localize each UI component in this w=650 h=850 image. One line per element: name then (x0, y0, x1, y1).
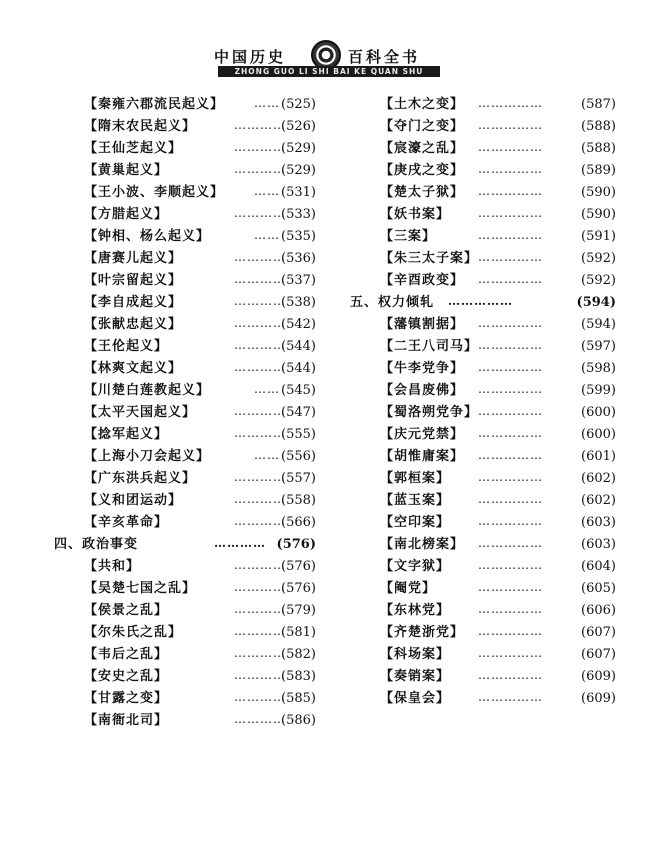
toc-entry-title: 【甘露之变】 (84, 691, 169, 706)
toc-entry (380, 644, 616, 666)
toc-leader-dots: …………… (478, 272, 543, 286)
toc-section-heading (350, 292, 616, 314)
toc-leader-dots: …………… (478, 448, 543, 462)
toc-page-number: (594) (581, 317, 616, 332)
toc-entry (84, 182, 316, 204)
toc-entry-title: 【三案】 (380, 229, 437, 244)
toc-leader-dots: ………… (234, 338, 286, 352)
toc-leader-dots: ………… (234, 404, 286, 418)
toc-entry (380, 358, 616, 380)
toc-entry-title: 【义和团运动】 (84, 493, 183, 508)
toc-entry (380, 182, 616, 204)
toc-page-number: (602) (581, 493, 616, 508)
toc-leader-dots: …… (254, 96, 280, 110)
toc-entry (380, 160, 616, 182)
toc-left-column (54, 94, 316, 732)
toc-leader-dots: ………… (234, 558, 286, 572)
toc-entry-title: 【科场案】 (380, 647, 451, 662)
toc-leader-dots: …………… (478, 602, 543, 616)
toc-page-number: (537) (281, 273, 316, 288)
toc-entry (380, 490, 616, 512)
toc-leader-dots: …………… (478, 228, 543, 242)
toc-entry (380, 94, 616, 116)
toc-entry (380, 446, 616, 468)
toc-page-number: (566) (281, 515, 316, 530)
toc-entry (84, 666, 316, 688)
toc-leader-dots: …………… (478, 162, 543, 176)
toc-page-number: (526) (281, 119, 316, 134)
toc-leader-dots: ………… (214, 536, 266, 550)
toc-entry (84, 138, 316, 160)
toc-entry (84, 226, 316, 248)
toc-leader-dots: …………… (478, 668, 543, 682)
toc-entry-title: 【叶宗留起义】 (84, 273, 183, 288)
toc-entry (380, 666, 616, 688)
toc-leader-dots: ………… (234, 624, 286, 638)
toc-page-number: (581) (281, 625, 316, 640)
toc-entry (380, 556, 616, 578)
toc-entry-title: 【吴楚七国之乱】 (84, 581, 197, 596)
toc-leader-dots: ………… (234, 668, 286, 682)
toc-entry-title: 【保皇会】 (380, 691, 451, 706)
toc-entry (84, 424, 316, 446)
toc-entry-title: 【黄巢起义】 (84, 163, 169, 178)
toc-entry-title: 【二王八司马】 (380, 339, 479, 354)
toc-entry-title: 【方腊起义】 (84, 207, 169, 222)
toc-page-number: (591) (581, 229, 616, 244)
toc-entry (84, 512, 316, 534)
toc-entry (84, 600, 316, 622)
toc-page-number: (600) (581, 405, 616, 420)
toc-entry-title: 【南北榜案】 (380, 537, 465, 552)
toc-entry-title: 【张献忠起义】 (84, 317, 183, 332)
toc-entry (380, 688, 616, 710)
toc-entry (84, 644, 316, 666)
toc-leader-dots: …………… (478, 360, 543, 374)
toc-page-number: (579) (281, 603, 316, 618)
toc-leader-dots: …………… (478, 96, 543, 110)
toc-entry (380, 248, 616, 270)
toc-entry-title: 【宸濠之乱】 (380, 141, 465, 156)
toc-entry-title: 【林爽文起义】 (84, 361, 183, 376)
toc-leader-dots: …………… (478, 690, 543, 704)
toc-page-number: (535) (281, 229, 316, 244)
toc-page-number: (588) (581, 119, 616, 134)
toc-page-number: (544) (281, 339, 316, 354)
toc-page-number: (592) (581, 251, 616, 266)
toc-page-number: (598) (581, 361, 616, 376)
toc-entry (380, 402, 616, 424)
toc-page-number: (604) (581, 559, 616, 574)
toc-leader-dots: …… (254, 184, 280, 198)
toc-page-number: (533) (281, 207, 316, 222)
toc-leader-dots: ………… (234, 294, 286, 308)
toc-entry-title: 【王仙芝起义】 (84, 141, 183, 156)
toc-page-number: (555) (281, 427, 316, 442)
toc-page-number: (588) (581, 141, 616, 156)
toc-entry-title: 【阉党】 (380, 581, 437, 596)
toc-entry-title: 【奏销案】 (380, 669, 451, 684)
pinyin-band: ZHONG GUO LI SHI BAI KE QUAN SHU (218, 66, 440, 77)
toc-leader-dots: ………… (234, 250, 286, 264)
toc-entry (380, 600, 616, 622)
toc-entry-title: 【朱三太子案】 (380, 251, 479, 266)
toc-entry-title: 四、政治事变 (54, 537, 139, 552)
toc-entry-title: 【郭桓案】 (380, 471, 451, 486)
toc-leader-dots: …………… (478, 316, 543, 330)
toc-leader-dots: ………… (234, 646, 286, 660)
toc-page-number: (585) (281, 691, 316, 706)
toc-leader-dots: …………… (478, 184, 543, 198)
toc-entry (380, 534, 616, 556)
toc-page-number: (586) (281, 713, 316, 728)
toc-entry (84, 160, 316, 182)
toc-leader-dots: ………… (234, 492, 286, 506)
toc-leader-dots: ………… (234, 712, 286, 726)
toc-page-number: (606) (581, 603, 616, 618)
toc-page-number: (536) (281, 251, 316, 266)
toc-entry (380, 578, 616, 600)
toc-entry-title: 【王小波、李顺起义】 (84, 185, 225, 200)
toc-leader-dots: …………… (478, 140, 543, 154)
toc-leader-dots: …………… (478, 514, 543, 528)
toc-leader-dots: ………… (234, 514, 286, 528)
toc-leader-dots: …………… (478, 492, 543, 506)
book-title-right: 百科全书 (348, 48, 421, 66)
toc-entry-title: 【钟相、杨么起义】 (84, 229, 211, 244)
toc-leader-dots: ………… (234, 470, 286, 484)
toc-entry-title: 【夺门之变】 (380, 119, 465, 134)
toc-entry (380, 138, 616, 160)
toc-page-number: (592) (581, 273, 616, 288)
toc-entry-title: 【牛李党争】 (380, 361, 465, 376)
toc-entry-title: 【齐楚浙党】 (380, 625, 465, 640)
toc-page-number: (576) (281, 581, 316, 596)
toc-entry (380, 380, 616, 402)
toc-page-number: (582) (281, 647, 316, 662)
toc-entry (380, 622, 616, 644)
toc-entry (380, 116, 616, 138)
toc-entry-title: 【胡惟庸案】 (380, 449, 465, 464)
toc-entry (380, 512, 616, 534)
toc-entry-title: 【隋末农民起义】 (84, 119, 197, 134)
toc-leader-dots: ………… (234, 690, 286, 704)
toc-entry (84, 314, 316, 336)
toc-page-number: (538) (281, 295, 316, 310)
toc-entry-title: 【秦雍六郡流民起义】 (84, 97, 225, 112)
toc-entry-title: 【安史之乱】 (84, 669, 169, 684)
toc-entry (84, 710, 316, 732)
toc-entry-title: 【文字狱】 (380, 559, 451, 574)
toc-entry-title: 【李自成起义】 (84, 295, 183, 310)
toc-page-number: (558) (281, 493, 316, 508)
toc-entry (380, 226, 616, 248)
toc-page-number: (576) (276, 537, 316, 552)
toc-leader-dots: …………… (478, 470, 543, 484)
toc-leader-dots: …………… (478, 646, 543, 660)
toc-leader-dots: …… (254, 382, 280, 396)
toc-entry-title: 【蜀洛朔党争】 (380, 405, 479, 420)
toc-leader-dots: ………… (234, 206, 286, 220)
toc-entry-title: 【广东洪兵起义】 (84, 471, 197, 486)
toc-leader-dots: …… (254, 228, 280, 242)
toc-entry-title: 【土木之变】 (380, 97, 465, 112)
toc-leader-dots: …………… (478, 624, 543, 638)
toc-leader-dots: ………… (234, 580, 286, 594)
toc-page-number: (603) (581, 537, 616, 552)
toc-entry (84, 402, 316, 424)
book-title-left: 中国历史 (214, 48, 287, 66)
toc-entry (380, 270, 616, 292)
toc-entry (84, 94, 316, 116)
toc-entry-title: 【空印案】 (380, 515, 451, 530)
toc-entry (84, 380, 316, 402)
toc-entry (380, 336, 616, 358)
toc-leader-dots: …………… (478, 426, 543, 440)
toc-page-number: (602) (581, 471, 616, 486)
toc-leader-dots: ………… (234, 426, 286, 440)
toc-leader-dots: ………… (234, 140, 286, 154)
toc-entry (84, 446, 316, 468)
toc-entry-title: 【唐赛儿起义】 (84, 251, 183, 266)
toc-page-number: (599) (581, 383, 616, 398)
toc-leader-dots: ………… (234, 602, 286, 616)
toc-page-number: (542) (281, 317, 316, 332)
toc-entry-title: 【共和】 (84, 559, 141, 574)
toc-entry-title: 五、权力倾轧 (350, 295, 435, 310)
toc-page-number: (576) (281, 559, 316, 574)
toc-right-column (350, 94, 616, 710)
toc-page-number: (607) (581, 625, 616, 640)
toc-entry (380, 468, 616, 490)
toc-entry (84, 204, 316, 226)
toc-entry (380, 314, 616, 336)
toc-section-heading (54, 534, 316, 556)
toc-leader-dots: …………… (478, 250, 543, 264)
toc-entry-title: 【侯景之乱】 (84, 603, 169, 618)
toc-page-number: (556) (281, 449, 316, 464)
toc-entry-title: 【庚戌之变】 (380, 163, 465, 178)
toc-page-number: (609) (581, 691, 616, 706)
toc-page-number: (600) (581, 427, 616, 442)
toc-entry-title: 【尔朱氏之乱】 (84, 625, 183, 640)
toc-leader-dots: ………… (234, 272, 286, 286)
toc-leader-dots: …………… (478, 558, 543, 572)
toc-entry (380, 424, 616, 446)
toc-entry (84, 556, 316, 578)
toc-entry (84, 336, 316, 358)
toc-page-number: (605) (581, 581, 616, 596)
toc-entry (84, 292, 316, 314)
toc-page-number: (603) (581, 515, 616, 530)
toc-page-number: (583) (281, 669, 316, 684)
toc-entry-title: 【蓝玉案】 (380, 493, 451, 508)
toc-leader-dots: …………… (478, 118, 543, 132)
toc-entry-title: 【东林党】 (380, 603, 451, 618)
toc-page-number: (529) (281, 141, 316, 156)
toc-leader-dots: ………… (234, 316, 286, 330)
toc-leader-dots: ………… (234, 162, 286, 176)
toc-page-number: (607) (581, 647, 616, 662)
toc-page-number: (544) (281, 361, 316, 376)
toc-entry-title: 【辛酉政变】 (380, 273, 465, 288)
toc-entry (84, 468, 316, 490)
page-header (0, 0, 650, 100)
toc-entry-title: 【太平天国起义】 (84, 405, 197, 420)
toc-entry-title: 【上海小刀会起义】 (84, 449, 211, 464)
toc-page-number: (587) (581, 97, 616, 112)
toc-entry (84, 116, 316, 138)
toc-entry-title: 【韦后之乱】 (84, 647, 169, 662)
toc-entry (84, 248, 316, 270)
toc-page-number: (547) (281, 405, 316, 420)
toc-entry (84, 490, 316, 512)
toc-page-number: (590) (581, 185, 616, 200)
toc-leader-dots: ………… (234, 360, 286, 374)
toc-leader-dots: …………… (478, 338, 543, 352)
toc-page-number: (531) (281, 185, 316, 200)
toc-entry-title: 【王伦起义】 (84, 339, 169, 354)
toc-entry (84, 358, 316, 380)
toc-leader-dots: ………… (234, 118, 286, 132)
toc-leader-dots: …… (254, 448, 280, 462)
toc-page-number: (589) (581, 163, 616, 178)
toc-page-number: (594) (576, 295, 616, 310)
toc-entry (84, 688, 316, 710)
toc-entry (84, 578, 316, 600)
toc-leader-dots: …………… (478, 536, 543, 550)
toc-entry-title: 【楚太子狱】 (380, 185, 465, 200)
toc-leader-dots: …………… (478, 382, 543, 396)
toc-page-number: (529) (281, 163, 316, 178)
toc-page-number: (601) (581, 449, 616, 464)
toc-entry-title: 【会昌废佛】 (380, 383, 465, 398)
toc-entry-title: 【辛亥革命】 (84, 515, 169, 530)
toc-leader-dots: …………… (478, 580, 543, 594)
toc-page-number: (557) (281, 471, 316, 486)
toc-page-number: (525) (281, 97, 316, 112)
toc-leader-dots: …………… (448, 294, 513, 308)
toc-entry-title: 【南衙北司】 (84, 713, 169, 728)
toc-leader-dots: …………… (478, 206, 543, 220)
toc-leader-dots: …………… (478, 404, 543, 418)
toc-entry-title: 【川楚白莲教起义】 (84, 383, 211, 398)
toc-page-number: (545) (281, 383, 316, 398)
toc-entry-title: 【庆元党禁】 (380, 427, 465, 442)
toc-page-number: (590) (581, 207, 616, 222)
toc-page-number: (609) (581, 669, 616, 684)
toc-page-number: (597) (581, 339, 616, 354)
toc-entry-title: 【捻军起义】 (84, 427, 169, 442)
toc-entry (84, 622, 316, 644)
toc-entry (84, 270, 316, 292)
toc-entry-title: 【藩镇割据】 (380, 317, 465, 332)
toc-entry-title: 【妖书案】 (380, 207, 451, 222)
toc-entry (380, 204, 616, 226)
